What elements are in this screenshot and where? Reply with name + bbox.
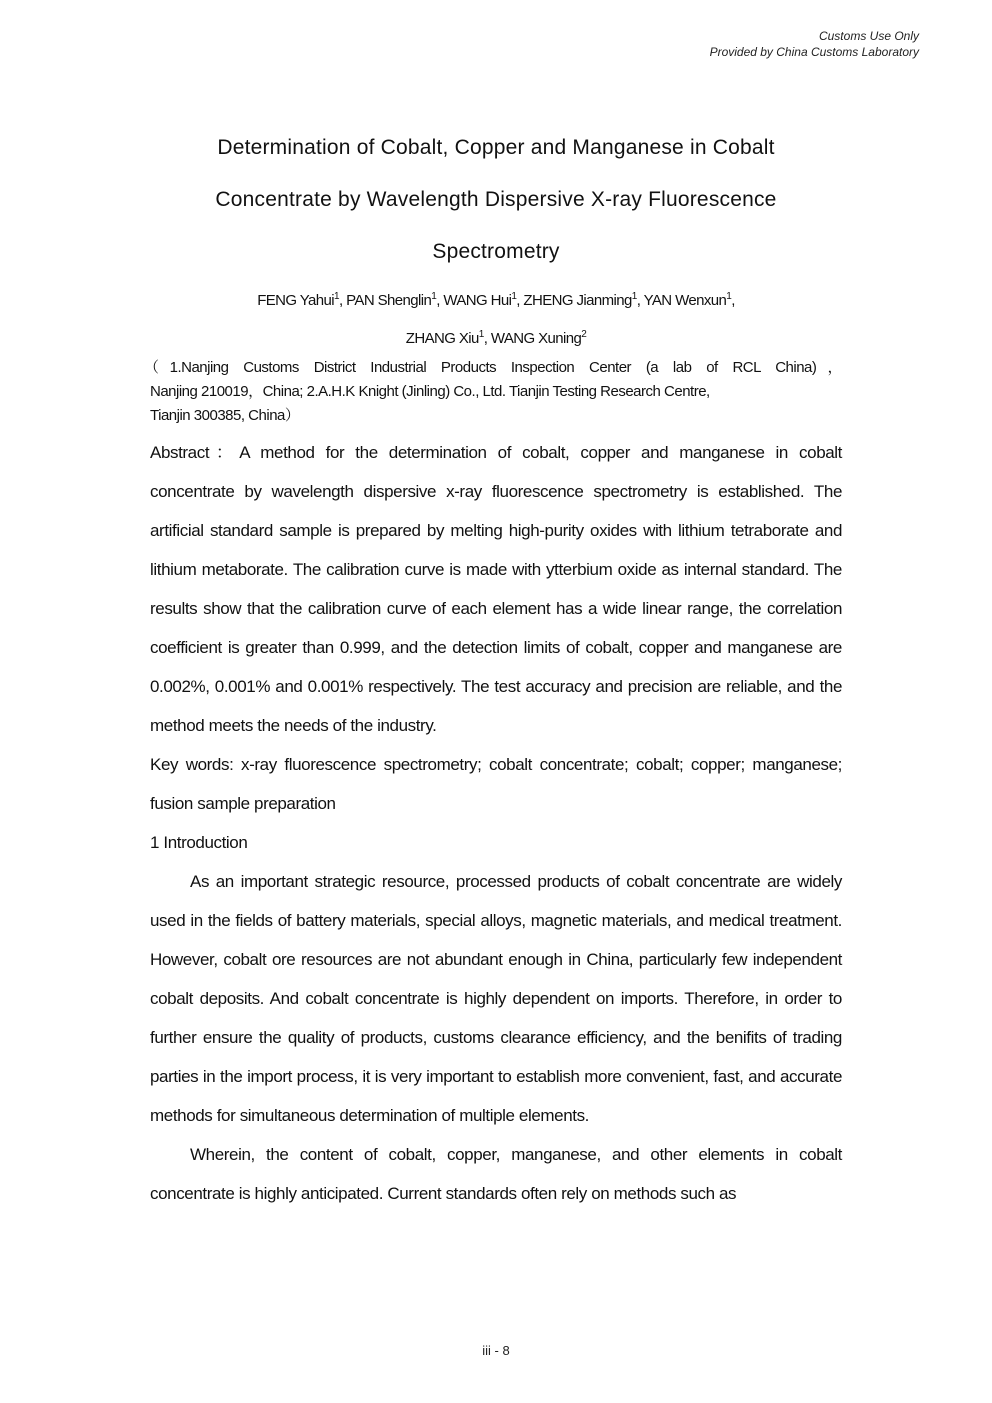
keywords-text: x-ray fluorescence spectrometry; cobalt concentrate; cobalt; copper; manganese; fusion sample preparation [150, 755, 842, 813]
body-paragraph: Wherein, the content of cobalt, copper, manganese, and other elements in cobalt concentrate is highly anticipated. Current standards often rely on methods such as [150, 1145, 842, 1203]
authors-line-1: FENG Yahui$^1$, PAN Shenglin$^1$, WANG Hui$^1$, ZHENG Jianming$^1$, YAN Wenxun$^1$, [257, 291, 735, 309]
author-affiliation-mark: 1 [631, 291, 637, 302]
author-name: FENG Yahui [257, 292, 335, 309]
author-affiliation-mark: 2 [581, 329, 587, 340]
author-affiliation-mark: 1 [726, 291, 732, 302]
title-line-2: Concentrate by Wavelength Dispersive X-ray Fluorescence [215, 188, 777, 211]
affiliations [144, 356, 842, 428]
author-list [150, 282, 842, 358]
author-affiliation-mark: 1 [431, 291, 437, 302]
author-name: PAN Shenglin [346, 292, 432, 309]
paper-title [150, 122, 842, 278]
abstract-label: Abstract： [150, 443, 240, 462]
author-name: ZHANG Xiu [405, 330, 479, 347]
body-paragraph: As an important strategic resource, processed products of cobalt concentrate are widely used in the fields of battery materials, special alloys, magnetic materials, and medical treatment. However, cobalt ore resources are not abundant enough in China, particularly few independent cobalt deposits. And cobalt concentrate is highly dependent on imports. Therefore, in order to further ensure the quality of products, customs clearance efficiency, and the benifits of trading parties in the import process, it is very important to establish more convenient, fast, and accurate methods for simultaneous determination of multiple elements. [150, 872, 842, 1125]
author-affiliation-mark: 1 [478, 329, 484, 340]
abstract [150, 433, 842, 745]
author-name: WANG Hui [443, 292, 512, 309]
keywords [150, 745, 842, 823]
header-line-2: Provided by China Customs Laboratory [709, 45, 919, 59]
page-header [710, 28, 919, 60]
author-name: ZHENG Jianming [523, 292, 632, 309]
abstract-text: A method for the determination of cobalt, copper and manganese in cobalt concentrate by wavelength dispersive x-ray fluorescence spectrometry is established. The artificial standard sample is prepared by melting high-purity oxides with lithium tetraborate and lithium metaborate. The calibration curve is made with ytterbium oxide as internal standard. The results show that the calibration curve of each element has a wide linear range, the correlation coefficient is greater than 0.999, and the detection limits of cobalt, copper and manganese are 0.002%, 0.001% and 0.001% respectively. The test accuracy and precision are reliable, and the method meets the needs of the industry. [150, 443, 842, 735]
header-line-1: Customs Use Only [818, 29, 919, 43]
affiliation-line-1: （1.Nanjing Customs District Industrial Products Inspection Center (a lab of RCL China)， [144, 359, 842, 376]
title-line-1: Determination of Cobalt, Copper and Manganese in Cobalt [217, 136, 775, 159]
affiliation-line-3: Tianjin 300385, China） [150, 407, 300, 424]
title-line-3: Spectrometry [432, 240, 560, 263]
section-heading: 1 Introduction [150, 833, 248, 852]
author-name: WANG Xuning [490, 330, 582, 347]
affiliation-line-2: Nanjing 210019，China; 2.A.H.K Knight (Jinling) Co., Ltd. Tianjin Testing Research Centre, [150, 383, 710, 400]
paper-body [150, 433, 842, 1213]
author-affiliation-mark: 1 [511, 291, 517, 302]
authors-line-2: ZHANG Xiu$^1$, WANG Xuning$^2$ [405, 329, 587, 347]
page-number: iii - 8 [482, 1343, 510, 1358]
author-affiliation-mark: 1 [334, 291, 339, 302]
author-name: YAN Wenxun [643, 292, 727, 309]
keywords-label: Key words: [150, 755, 234, 774]
